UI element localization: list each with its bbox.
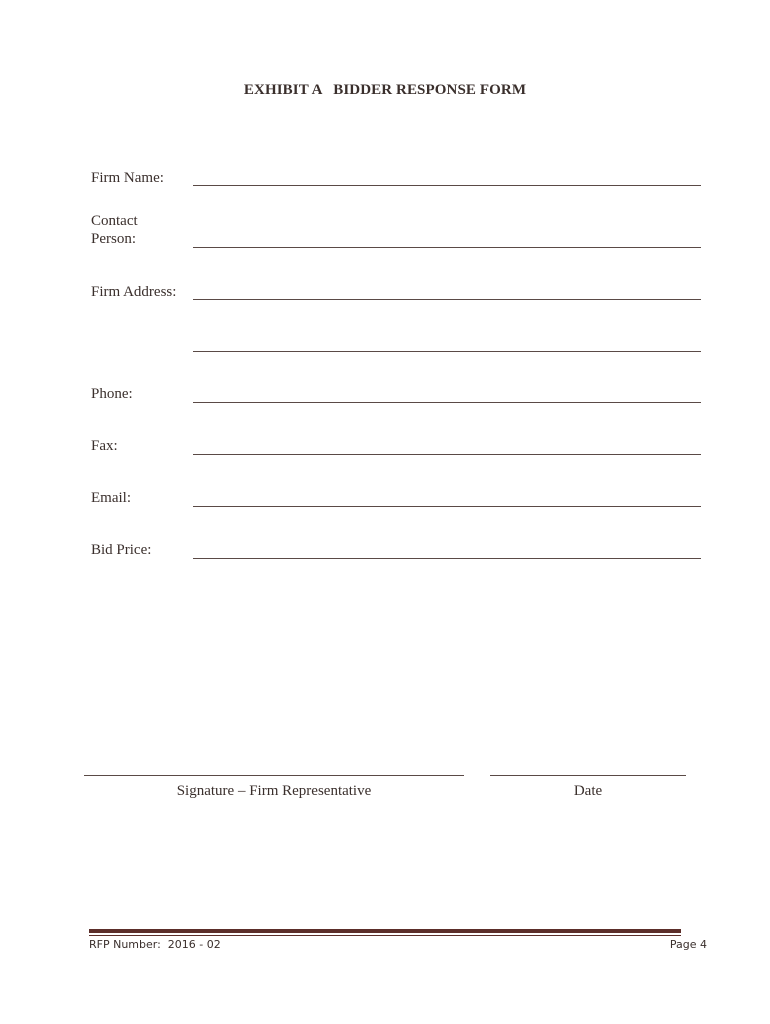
page-number: Page 4 [669, 938, 707, 951]
email-label: Email: [91, 490, 131, 506]
bid-price-label: Bid Price: [91, 542, 152, 558]
contact-person-label-line1: Contact [91, 213, 138, 229]
signature-label: Signature – Firm Representative [176, 783, 372, 799]
firm-address-label: Firm Address: [91, 284, 177, 300]
fax-label: Fax: [91, 438, 118, 454]
signature-field[interactable] [84, 775, 464, 776]
page-title: EXHIBIT A BIDDER RESPONSE FORM [243, 82, 527, 98]
fax-field[interactable] [193, 454, 701, 455]
rfp-number: RFP Number: 2016 - 02 [89, 938, 221, 951]
firm-name-field[interactable] [193, 185, 701, 186]
footer-rule-thin [89, 935, 681, 936]
phone-label: Phone: [91, 386, 133, 402]
firm-address-field-line2[interactable] [193, 351, 701, 352]
contact-person-field[interactable] [193, 247, 701, 248]
date-label: Date [573, 783, 603, 799]
contact-person-label [91, 212, 138, 248]
bid-price-field[interactable] [193, 558, 701, 559]
email-field[interactable] [193, 506, 701, 507]
firm-name-label: Firm Name: [91, 170, 164, 186]
date-field[interactable] [490, 775, 686, 776]
contact-person-label-line2: Person: [91, 231, 136, 247]
footer-rule-thick [89, 929, 681, 933]
firm-address-field-line1[interactable] [193, 299, 701, 300]
phone-field[interactable] [193, 402, 701, 403]
